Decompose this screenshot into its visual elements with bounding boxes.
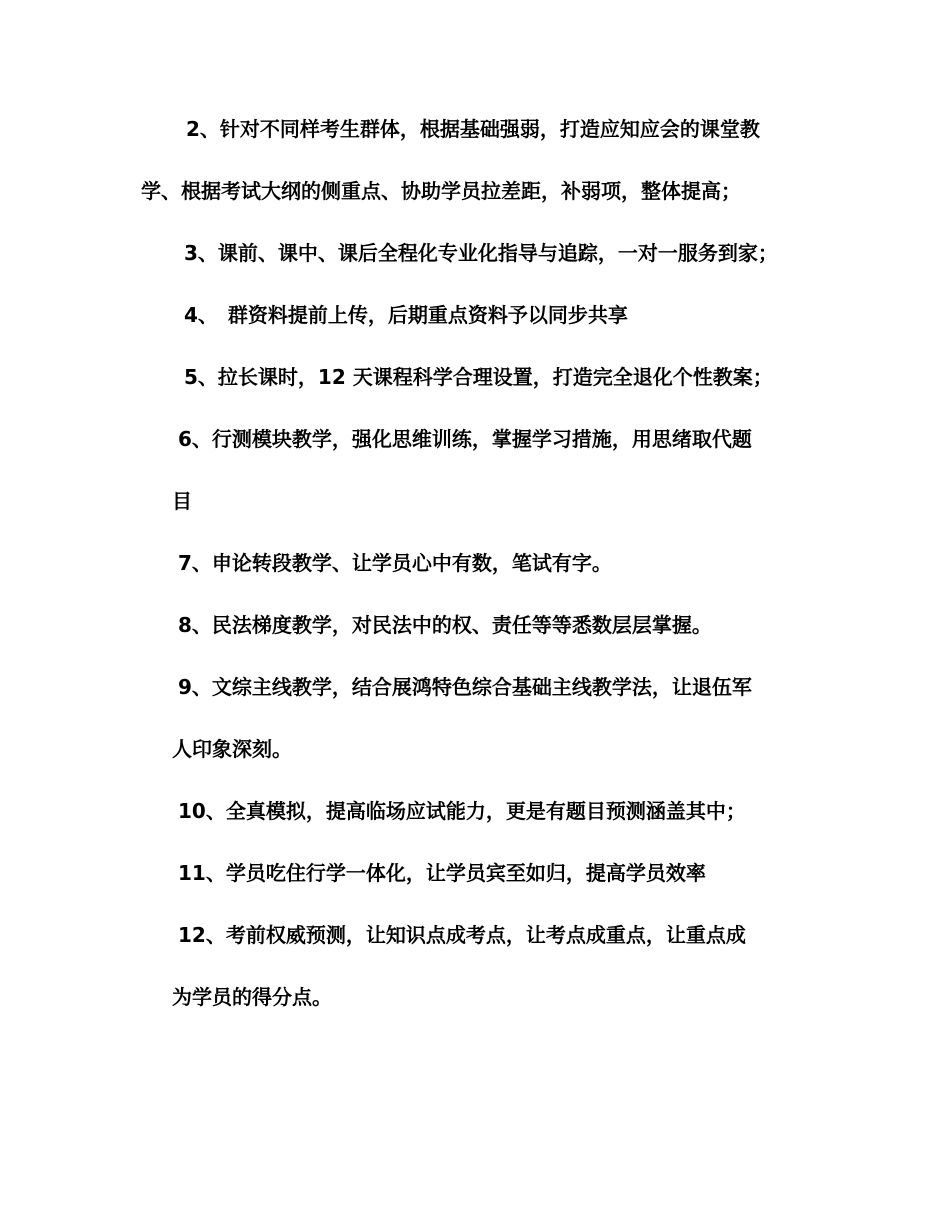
text-line: 12、考前权威预测，让知识点成考点，让考点成重点，让重点成 bbox=[178, 923, 746, 947]
text-line: 为学员的得分点。 bbox=[172, 985, 332, 1009]
text-line: 3、课前、课中、课后全程化专业化指导与追踪，一对一服务到家； bbox=[184, 241, 778, 265]
text-line: 7、申论转段教学、让学员心中有数，笔试有字。 bbox=[178, 551, 612, 575]
text-line: 学、根据考试大纲的侧重点、协助学员拉差距，补弱项，整体提高； bbox=[141, 179, 741, 203]
text-line: 9、文综主线教学，结合展鸿特色综合基础主线教学法，让退伍军 bbox=[178, 675, 752, 699]
text-line: 目 bbox=[172, 489, 192, 513]
text-line: 4、 群资料提前上传，后期重点资料予以同步共享 bbox=[184, 303, 628, 327]
text-line: 5、拉长课时，12 天课程科学合理设置，打造完全退化个性教案； bbox=[184, 365, 773, 389]
text-line: 6、行测模块教学，强化思维训练，掌握学习措施，用思绪取代题 bbox=[178, 427, 752, 451]
text-line: 11、学员吃住行学一体化，让学员宾至如归，提高学员效率 bbox=[178, 861, 706, 885]
text-line: 8、民法梯度教学，对民法中的权、责任等等悉数层层掌握。 bbox=[178, 613, 712, 637]
text-line: 人印象深刻。 bbox=[172, 737, 292, 761]
text-line: 10、全真模拟，提高临场应试能力，更是有题目预测涵盖其中； bbox=[178, 799, 746, 823]
text-line: 2、针对不同样考生群体，根据基础强弱，打造应知应会的课堂教 bbox=[186, 117, 760, 141]
